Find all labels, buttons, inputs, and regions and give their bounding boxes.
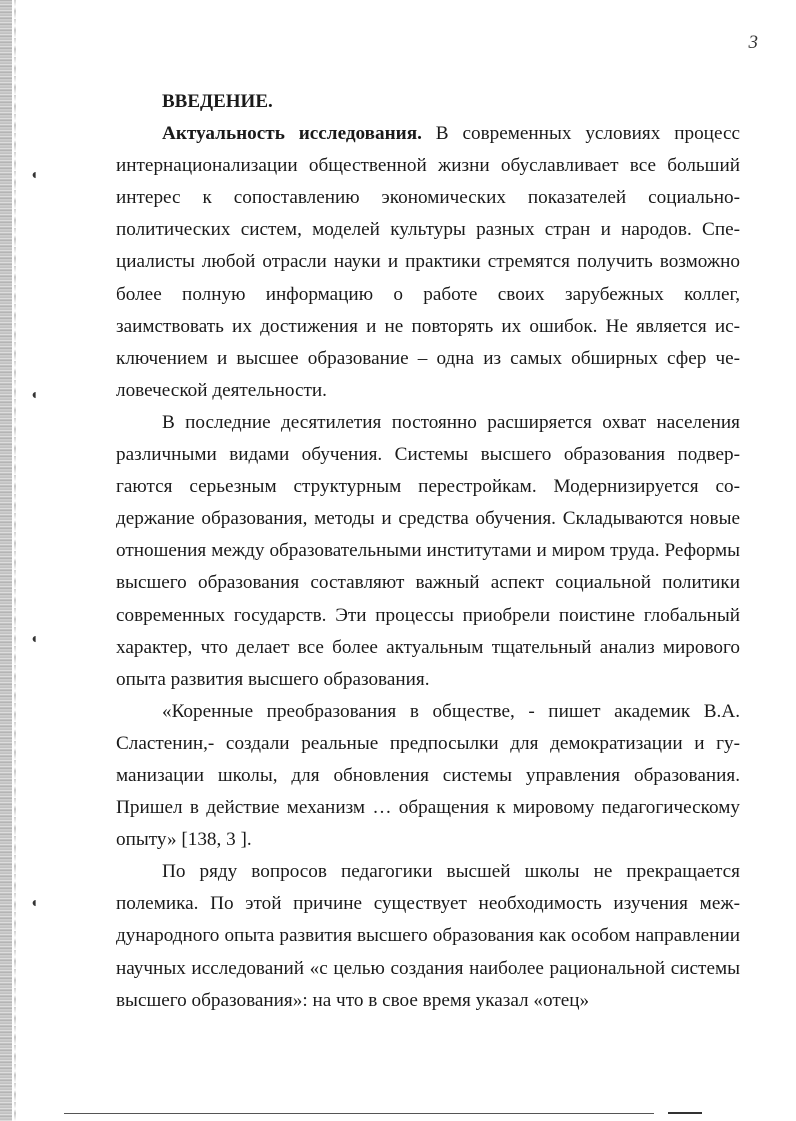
- page-number: 3: [748, 32, 758, 53]
- punch-hole-mark: ◖: [30, 388, 39, 403]
- paragraph-lead: Актуальность исследования.: [162, 123, 422, 145]
- punch-hole-mark: ◖: [30, 632, 39, 647]
- bottom-rule: [64, 1113, 654, 1114]
- punch-hole-mark: ◖: [30, 168, 39, 183]
- paragraph: [116, 118, 740, 407]
- document-body: [116, 86, 740, 1017]
- punch-hole-mark: ◖: [30, 896, 39, 911]
- bottom-rule-mark: [668, 1112, 702, 1114]
- scan-binding-edge-line: [14, 0, 16, 1121]
- paragraph: [116, 856, 740, 1016]
- paragraph: [116, 407, 740, 696]
- scan-binding-edge: [0, 0, 12, 1121]
- section-heading: ВВЕДЕНИЕ.: [162, 91, 273, 112]
- paragraph-text: «Коренные преобразования в обществе, - пишет академик В.А. Сластенин,- создали реальные предпосылки для демократизации и гуманизации школы, для обновления системы управления образования. Пришел в действие механизм … обращения к мировому педагогическому опыту» [138, 3 ].: [116, 700, 740, 851]
- paragraph-text: По ряду вопросов педагогики высшей школы не прекращается полемика. По этой причине существует необходимость изучения международного опыта развития высшего образования как особом направлении научных исследований «с целью создания наиболее рациональной системы высшего образования»: на что в свое время указал «отец»: [116, 861, 740, 1011]
- paragraph: [116, 696, 740, 856]
- paragraph-text: В последние десятилетия постоянно расширяется охват населения различными видами обучения. Системы высшего образования подвергаются серьезным структурным перестройкам. Модернизируется содержание образования, методы и средства обучения. Складываются новые отношения между образовательными институтами и миром труда. Реформы высшего образования составляют важный аспект социальной политики современных государств. Эти процессы приобрели поистине глобальный характер, что делает все более актуальным тщательный анализ мирового опыта развития высшего образования.: [116, 411, 740, 690]
- paragraph-text: В современных условиях процесс интернационализации общественной жизни обуславливает все больший интерес к сопоставлению экономических показателей социально-политических систем, моделей культуры разных стран и народов. Специалисты любой отрасли науки и практики стремятся получить возможно более полную информацию о работе своих зарубежных коллег, заимствовать их достижения и не повторять их ошибок. Не является исключением и высшее образование – одна из самых обширных сфер человеческой деятельности.: [116, 123, 740, 401]
